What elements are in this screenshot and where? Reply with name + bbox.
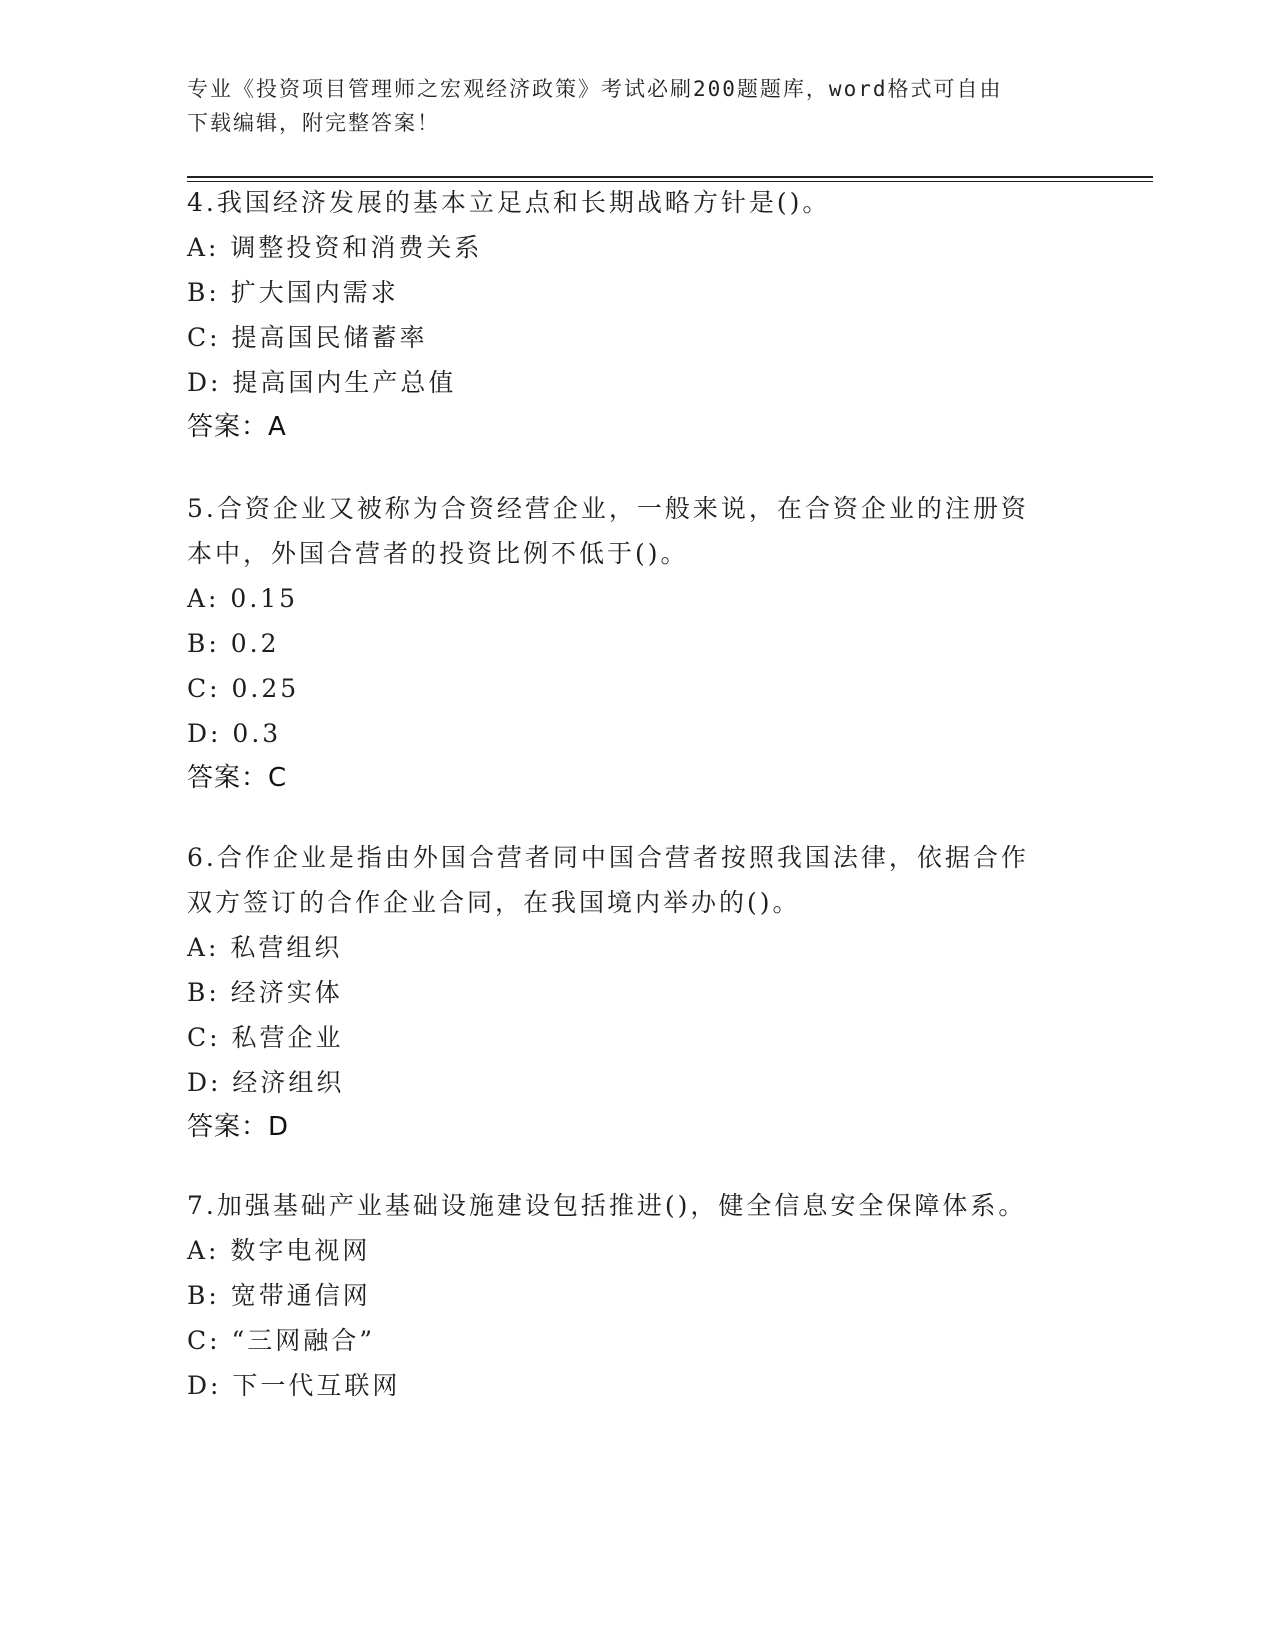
question-stem-line-2: 双方签订的合作企业合同，在我国境内举办的()。 bbox=[187, 888, 801, 917]
option-c: C: 提高国民储蓄率 bbox=[187, 323, 428, 352]
question-5 bbox=[187, 486, 1067, 801]
question-stem-line-1: 5.合资企业又被称为合资经营企业，一般来说，在合资企业的注册资 bbox=[187, 494, 1029, 523]
question-6 bbox=[187, 835, 1067, 1150]
option-d: D: 下一代互联网 bbox=[187, 1371, 401, 1400]
option-d: D: 经济组织 bbox=[187, 1068, 345, 1097]
option-b: B: 扩大国内需求 bbox=[187, 278, 399, 307]
answer: 答案：D bbox=[187, 1112, 290, 1142]
question-stem-line-1: 6.合作企业是指由外国合营者同中国合营者按照我国法律，依据合作 bbox=[187, 843, 1029, 872]
option-d: D: 提高国内生产总值 bbox=[187, 368, 457, 397]
option-b: B: 0.2 bbox=[187, 629, 280, 658]
option-c: C: “三网融合” bbox=[187, 1326, 376, 1355]
header-line-2: 下载编辑，附完整答案！ bbox=[187, 111, 440, 135]
option-c: C: 0.25 bbox=[187, 674, 300, 703]
question-stem-line-2: 本中，外国合营者的投资比例不低于()。 bbox=[187, 539, 689, 568]
question-7 bbox=[187, 1183, 1067, 1408]
option-c: C: 私营企业 bbox=[187, 1023, 344, 1052]
option-d: D: 0.3 bbox=[187, 719, 282, 748]
option-a: A: 调整投资和消费关系 bbox=[187, 233, 483, 262]
question-stem: 7.加强基础产业基础设施建设包括推进()，健全信息安全保障体系。 bbox=[187, 1191, 1027, 1220]
option-b: B: 宽带通信网 bbox=[187, 1281, 371, 1310]
header-rule-thick bbox=[187, 176, 1153, 178]
option-a: A: 0.15 bbox=[187, 584, 299, 613]
option-b: B: 经济实体 bbox=[187, 978, 343, 1007]
question-4 bbox=[187, 180, 1067, 450]
answer: 答案：C bbox=[187, 763, 288, 793]
answer: 答案：A bbox=[187, 412, 287, 442]
option-a: A: 私营组织 bbox=[187, 933, 343, 962]
option-a: A: 数字电视网 bbox=[187, 1236, 371, 1265]
question-stem: 4.我国经济发展的基本立足点和长期战略方针是()。 bbox=[187, 188, 831, 217]
document-header bbox=[187, 72, 1067, 140]
header-line-1: 专业《投资项目管理师之宏观经济政策》考试必刷200题题库，word格式可自由 bbox=[187, 77, 1003, 101]
